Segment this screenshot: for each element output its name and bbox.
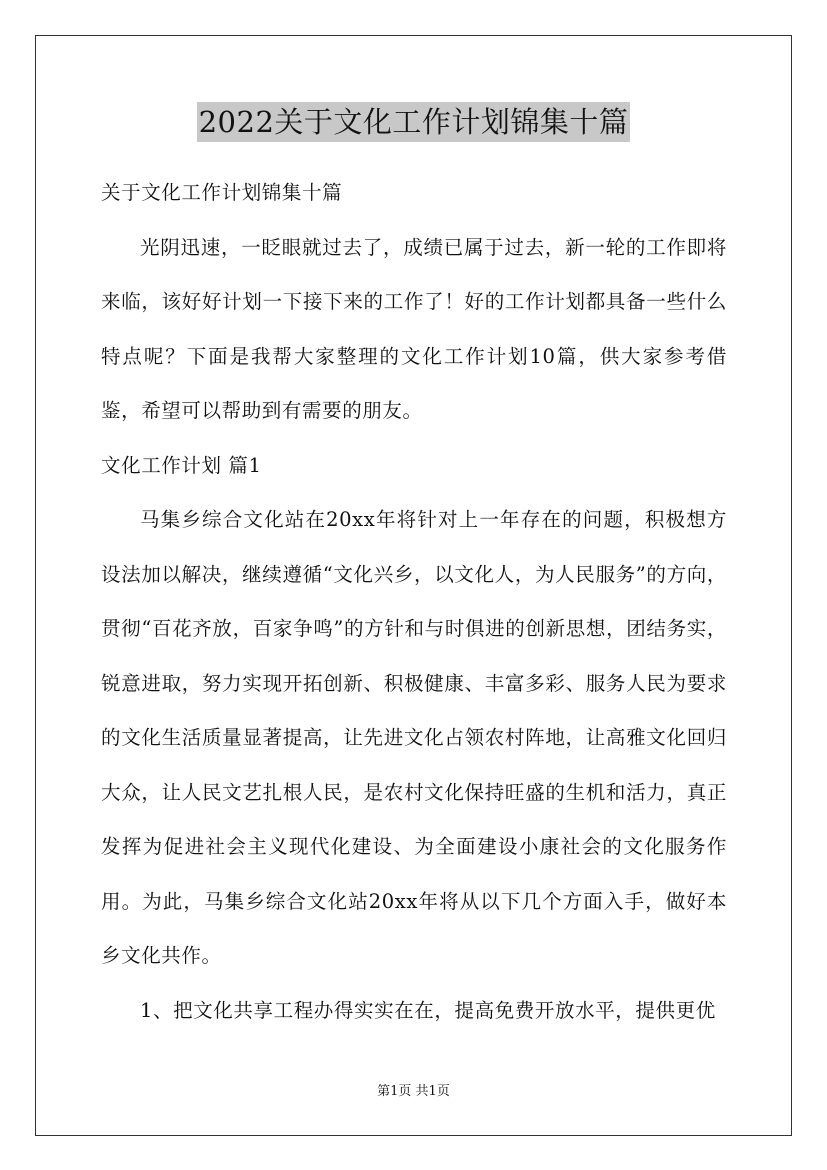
page-footer: 第1页 共1页 [377, 1084, 450, 1099]
subtitle-paragraph: 关于文化工作计划锦集十篇 [101, 181, 343, 204]
document-title: 2022关于文化工作计划锦集十篇 [197, 102, 631, 142]
section-heading: 文化工作计划 篇1 [101, 453, 262, 477]
list-item-paragraph: 1、把文化共享工程办得实实在在，提高免费开放水平，提供更优 [140, 998, 716, 1022]
title-container [0, 102, 827, 142]
body-paragraph: 马集乡综合文化站在20xx年将针对上一年存在的问题，积极想方设法加以解决，继续遵循“文化兴乡，以文化人，为人民服务”的方向，贯彻“百花齐放，百家争鸣”的方针和与时俱进的创新思想，团结务实，锐意进取，努力实现开拓创新、积极健康、丰富多彩、服务人民为要求的文化生活质量显著提高，让先进文化占领农村阵地，让高雅文化回归大众，让人民文艺扎根人民，是农村文化保持旺盛的生机和活力，真正发挥为促进社会主义现代化建设、为全面建设小康社会的文化服务作用。为此，马集乡综合文化站20xx年将从以下几个方面入手，做好本乡文化共作。 [101, 508, 727, 967]
intro-paragraph: 光阴迅速，一眨眼就过去了，成绩已属于过去，新一轮的工作即将来临，该好好计划一下接下来的工作了！好的工作计划都具备一些什么特点呢？下面是我帮大家整理的文化工作计划10篇，供大家参考借鉴，希望可以帮助到有需要的朋友。 [101, 235, 727, 422]
document-body [101, 166, 727, 1038]
